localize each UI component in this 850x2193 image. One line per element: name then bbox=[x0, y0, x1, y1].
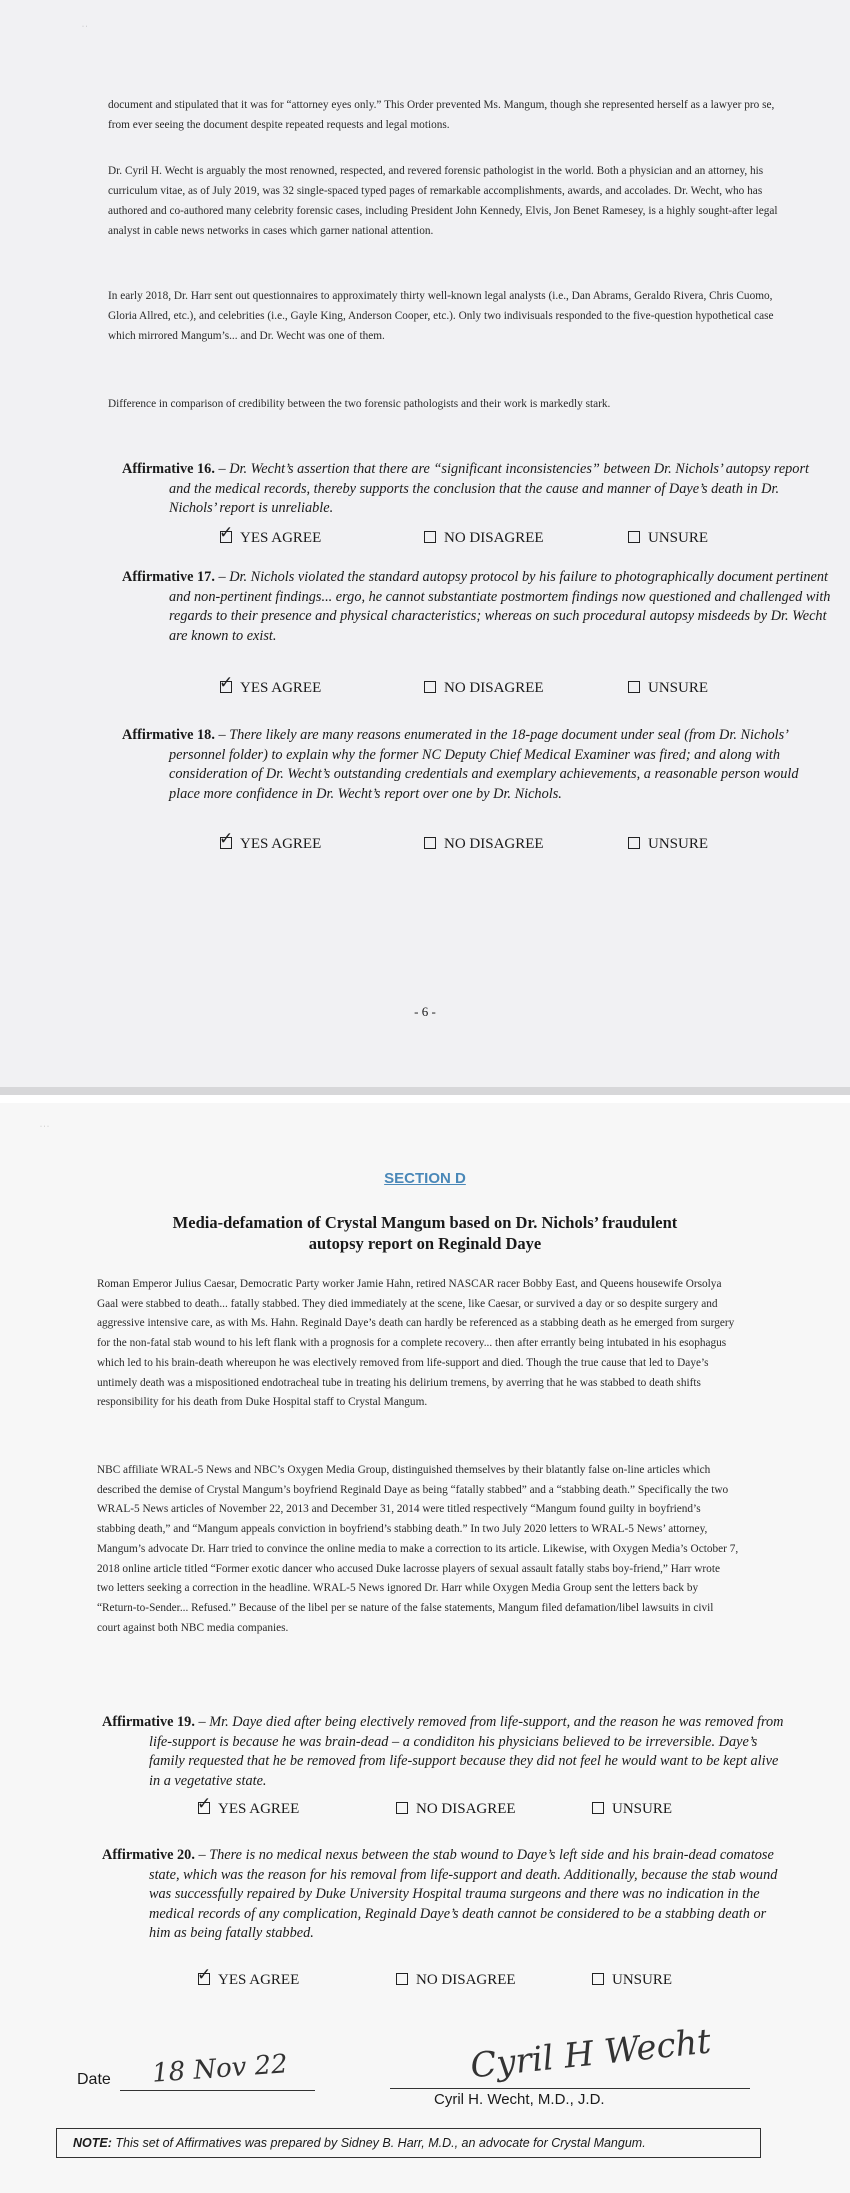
affirmative-label: Affirmative 17. bbox=[122, 569, 215, 585]
yes-agree-checkbox[interactable]: ✓ YES AGREE bbox=[219, 523, 322, 546]
checkmark-icon: ✓ bbox=[219, 523, 234, 543]
affirmative-label: Affirmative 19. bbox=[102, 1714, 195, 1730]
affirmative-text: Mr. Daye died after being electively removed from life-support, and the reason he was removed from life-support is because he was brain-dead – a condiditon his physicians believed to be irreversible. Daye’s family requested that he be removed from life-support because they did not feel he would want to be kept alive in a vegetative state. bbox=[149, 1714, 784, 1789]
section-heading: Media-defamation of Crystal Mangum based on Dr. Nichols’ fraudulent autopsy report on Reginald Daye bbox=[172, 1213, 678, 1253]
unsure-checkbox[interactable]: UNSURE bbox=[628, 836, 708, 853]
section-title: SECTION D bbox=[384, 1170, 466, 1187]
affirmative-20: Affirmative 20. – There is no medical nexus between the stab wound to Daye’s left side and his brain-dead comatose state, which was the reason for his removal from life-support and death. Additionally, because the stab wound was successfully repaired by Duke University Hospital trauma surgeons and there was no indication in the medical records of any complication, Reginald Daye’s death cannot be considered to be a stabbing death or him as being fatally stabbed. bbox=[102, 1847, 778, 1941]
affirmative-label: Affirmative 20. bbox=[102, 1847, 195, 1863]
date-label: Date bbox=[77, 2071, 111, 2088]
affirmative-text: Dr. Wecht’s assertion that there are “significant inconsistencies” between Dr. Nichols’ autopsy report and the medical records, thereby supports the conclusion that the cause and manner of Daye’s death in Dr. Nichols’ report is unreliable. bbox=[169, 461, 809, 516]
checkmark-icon: ✓ bbox=[219, 673, 234, 693]
affirmative-text: Dr. Nichols violated the standard autopsy protocol by his failure to photographically document pertinent and non-pertinent findings... ergo, he cannot substantiate postmortem findings now questioned and challenged with regards to their presence and physical characteristics; whereas on such procedural autopsy misdeeds by Dr. Wecht are known to exist. bbox=[169, 569, 831, 644]
paragraph-nbc: NBC affiliate WRAL-5 News and NBC’s Oxygen Media Group, distinguished themselves by their blatantly false on-line articles which described the demise of Crystal Mangum’s boyfriend Reginald Daye as being “fatally stabbed” and a “stabbing death.” Specifically the two WRAL-5 News articles of November 22, 2013 and December 31, 2014 were titled respectively “Mangum found guilty in boyfriend’s stabbing death,” and “Mangum appeals conviction in boyfriend’s stabbing death.” In two July 2020 letters to WRAL-5 News’ attorney, Mangum’s advocate Dr. Harr tried to convince the online media to make a correction to its article. Likewise, with Oxygen Media’s October 7, 2018 online article titled “Former exotic dancer who accused Duke lacrosse players of sexual assault fatally stabs boy-friend,” Harr wrote two letters seeking a correction in the headline. WRAL-5 News ignored Dr. Harr while Oxygen Media Group sent the letters back by “Return-to-Sender... Refused.” Because of the libel per se nature of the false statements, Mangum filed defamation/libel lawsuits in civil court against both NBC media companies. bbox=[97, 1464, 739, 1634]
checkmark-icon: ✓ bbox=[197, 1794, 212, 1814]
note-label: NOTE: bbox=[73, 2136, 112, 2150]
checkmark-icon: ✓ bbox=[197, 1965, 212, 1985]
no-disagree-checkbox[interactable]: NO DISAGREE bbox=[424, 836, 544, 853]
yes-agree-checkbox[interactable]: ✓ YES AGREE bbox=[197, 1965, 300, 1988]
yes-agree-checkbox[interactable]: ✓ YES AGREE bbox=[197, 1794, 300, 1817]
date-line bbox=[120, 2090, 315, 2091]
unsure-checkbox[interactable]: UNSURE bbox=[592, 1801, 672, 1818]
date-value: 18 Nov 22 bbox=[151, 2049, 289, 2089]
affirmative-label: Affirmative 16. bbox=[122, 461, 215, 477]
signer-name: Cyril H. Wecht, M.D., J.D. bbox=[434, 2091, 605, 2108]
paragraph-credibility: Difference in comparison of credibility between the two forensic pathologists and their work is markedly stark. bbox=[108, 398, 611, 410]
scan-speck: · · · bbox=[40, 1124, 49, 1130]
unsure-checkbox[interactable]: UNSURE bbox=[592, 1972, 672, 1989]
unsure-checkbox[interactable]: UNSURE bbox=[628, 680, 708, 697]
no-disagree-checkbox[interactable]: NO DISAGREE bbox=[424, 680, 544, 697]
affirmative-17: Affirmative 17. – Dr. Nichols violated the standard autopsy protocol by his failure to photographically document pertinent and non-pertinent findings... ergo, he cannot substantiate postmortem findings now questioned and challenged with regards to their presence and physical characteristics; whereas on such procedural autopsy misdeeds by Dr. Wecht are known to exist. bbox=[122, 569, 831, 644]
scan-speck: · · bbox=[82, 24, 88, 30]
paragraph-wecht-bio: Dr. Cyril H. Wecht is arguably the most renowned, respected, and revered forensic pathologist in the world. Both a physician and an attorney, his curriculum vitae, as of July 2019, was 32 single-spaced typed pages of remarkable accomplishments, awards, and accolades. Dr. Wecht, who has authored and co-authored many celebrity forensic cases, including President John Kennedy, Elvis, Jon Benet Ramesey, is a highly sought-after legal analyst in cable news networks in cases which garner national attention. bbox=[108, 165, 778, 237]
no-disagree-checkbox[interactable]: NO DISAGREE bbox=[396, 1972, 516, 1989]
yes-agree-checkbox[interactable]: ✓ YES AGREE bbox=[219, 673, 322, 696]
affirmative-16: Affirmative 16. – Dr. Wecht’s assertion that there are “significant inconsistencies” between Dr. Nichols’ autopsy report and the medical records, thereby supports the conclusion that the cause and manner of Daye’s death in Dr. Nichols’ report is unreliable. bbox=[122, 461, 809, 516]
no-disagree-checkbox[interactable]: NO DISAGREE bbox=[396, 1801, 516, 1818]
unsure-checkbox[interactable]: UNSURE bbox=[628, 530, 708, 547]
paragraph-caesar: Roman Emperor Julius Caesar, Democratic Party worker Jamie Hahn, retired NASCAR racer Bobby East, and Queens housewife Orsolya Gaal were stabbed to death... fatally stabbed. They died immediately at the scene, like Caesar, or survived a day or so despite surgery and aggressive intensive care, as with Ms. Hahn. Reginald Daye’s death can hardly be referenced as a stabbing death as he emerged from surgery for the non-fatal stab wound to his left flank with a prognosis for a complete recovery... then after errantly being intubated in his esophagus which led to his brain-death whereupon he was electively removed from life-support and died. Though the true cause that led to Daye’s untimely death was a mispositioned endotracheal tube in treating his delirium tremens, by averring that he was stabbed to death shifts responsibility for his death from Duke Hospital staff to Crystal Mangum. bbox=[97, 1278, 735, 1409]
yes-agree-checkbox[interactable]: ✓ YES AGREE bbox=[219, 829, 322, 852]
affirmative-label: Affirmative 18. bbox=[122, 727, 215, 743]
paragraph-attorney-eyes: document and stipulated that it was for “attorney eyes only.” This Order prevented Ms. Mangum, though she represented herself as a lawyer pro se, from ever seeing the document despite repeated requests and legal motions. bbox=[108, 99, 775, 131]
no-disagree-checkbox[interactable]: NO DISAGREE bbox=[424, 530, 544, 547]
note-box bbox=[56, 2128, 761, 2158]
note-text: This set of Affirmatives was prepared by Sidney B. Harr, M.D., an advocate for Crystal Mangum. bbox=[115, 2136, 646, 2150]
affirmative-18: Affirmative 18. – There likely are many reasons enumerated in the 18-page document under seal (from Dr. Nichols’ personnel folder) to explain why the former NC Deputy Chief Medical Examiner was fired; and along with consideration of Dr. Wecht’s outstanding credentials and exemplary achievements, a reasonable person would place more confidence in Dr. Wecht’s report over one by Dr. Nichols. bbox=[122, 727, 799, 802]
handwritten-signature: Cyril H Wecht bbox=[468, 2021, 713, 2087]
affirmative-text: There is no medical nexus between the stab wound to Daye’s left side and his brain-dead comatose state, which was the reason for his removal from life-support and death. Additionally, because the stab wound was successfully repaired by Duke University Hospital trauma surgeons and there was no indication in the medical records of any complication, Reginald Daye’s death cannot be considered to be a stabbing death or him as being fatally stabbed. bbox=[149, 1847, 778, 1941]
signature-line bbox=[390, 2088, 750, 2089]
page-number: - 6 - bbox=[414, 1004, 436, 1019]
affirmative-text: There likely are many reasons enumerated in the 18-page document under seal (from Dr. Nichols’ personnel folder) to explain why the former NC Deputy Chief Medical Examiner was fired; and along with consideration of Dr. Wecht’s outstanding credentials and exemplary achievements, a reasonable person would place more confidence in Dr. Wecht’s report over one by Dr. Nichols. bbox=[169, 727, 799, 802]
page-7 bbox=[0, 1103, 850, 2193]
paragraph-questionnaires: In early 2018, Dr. Harr sent out questionnaires to approximately thirty well-known legal analysts (i.e., Dan Abrams, Geraldo Rivera, Chris Cuomo, Gloria Allred, etc.), and celebrities (i.e., Gayle King, Anderson Cooper, etc.). Only two indivisuals responded to the five-question hypothetical case which mirrored Mangum’s... and Dr. Wecht was one of them. bbox=[108, 290, 774, 342]
affirmative-19: Affirmative 19. – Mr. Daye died after being electively removed from life-support, and the reason he was removed from life-support is because he was brain-dead – a condiditon his physicians believed to be irreversible. Daye’s family requested that he be removed from life-support because they did not feel he would want to be kept alive in a vegetative state. bbox=[102, 1714, 784, 1789]
checkmark-icon: ✓ bbox=[219, 829, 234, 849]
